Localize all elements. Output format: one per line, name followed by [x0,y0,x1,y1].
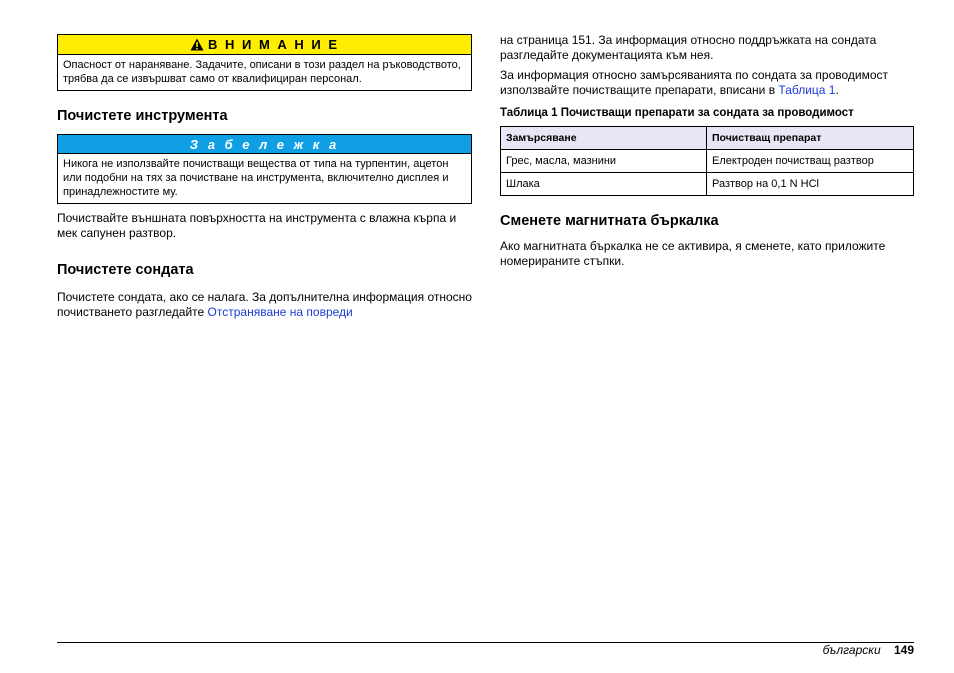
replace-stirrer-paragraph: Ако магнитната бъркалка не се активира, я сменете, като приложите номерираните стъпки. [500,239,886,268]
table-cell: Електроден почистващ разтвор [707,150,914,173]
footer-language: български [822,643,881,657]
section-heading-clean-probe: Почистете сондата [57,262,194,278]
warning-triangle-icon [190,38,204,51]
table-1-link[interactable]: Таблица 1 [778,83,836,97]
table-row [501,173,914,196]
page-number: 149 [893,643,914,657]
table-header-cell: Почистващ препарат [707,127,914,150]
right-column [500,33,914,269]
note-header: З а б е л е ж к а [58,135,471,154]
footer-divider [57,642,914,643]
table-cell: Разтвор на 0,1 N HCl [707,173,914,196]
table-header-cell: Замърсяване [501,127,707,150]
clean-probe-text: Почистете сондата, ако се налага. За допълнителна информация относно почистването разгледайте [57,290,472,319]
table-cell: Шлака [501,173,707,196]
warning-box [57,34,472,91]
table-cell: Грес, масла, мазнини [501,150,707,173]
contamination-end: . [835,83,839,97]
section-heading-clean-instrument: Почистете инструмента [57,108,228,124]
continuation-paragraph: на страница 151. За информация относно поддръжката на сондата разгледайте документацията към нея. [500,33,877,62]
clean-probe-paragraph [57,290,472,320]
troubleshooting-link[interactable]: Отстраняване на повреди [207,305,353,319]
contamination-text: За информация относно замърсяванията по сондата за проводимост използвайте почистващите препарати, вписани в [500,68,889,97]
note-box [57,134,472,204]
table-row [501,150,914,173]
table-caption: Таблица 1 Почистващи препарати за сондата за проводимост [500,107,854,119]
warning-title: В Н И М А Н И Е [207,37,340,52]
left-column [57,34,472,320]
warning-header [58,35,471,55]
clean-instrument-paragraph: Почиствайте външната повърхността на инструмента с влажна кърпа и мек сапунен разтвор. [57,211,457,240]
note-text: Никога не използвайте почистващи вещества от типа на турпентин, ацетон или подобни на тях за почистване на инструмента, включително дисплея и принадлежностите му. [63,158,449,198]
page-footer [823,643,914,658]
contamination-paragraph [500,68,914,98]
section-heading-replace-stirrer: Сменете магнитната бъркалка [500,213,719,229]
cleaning-agents-table [500,126,914,196]
warning-text: Опасност от нараняване. Задачите, описани в този раздел на ръководството, трябва да се извършват само от квалифициран персонал. [63,59,461,85]
table-header-row [501,127,914,150]
